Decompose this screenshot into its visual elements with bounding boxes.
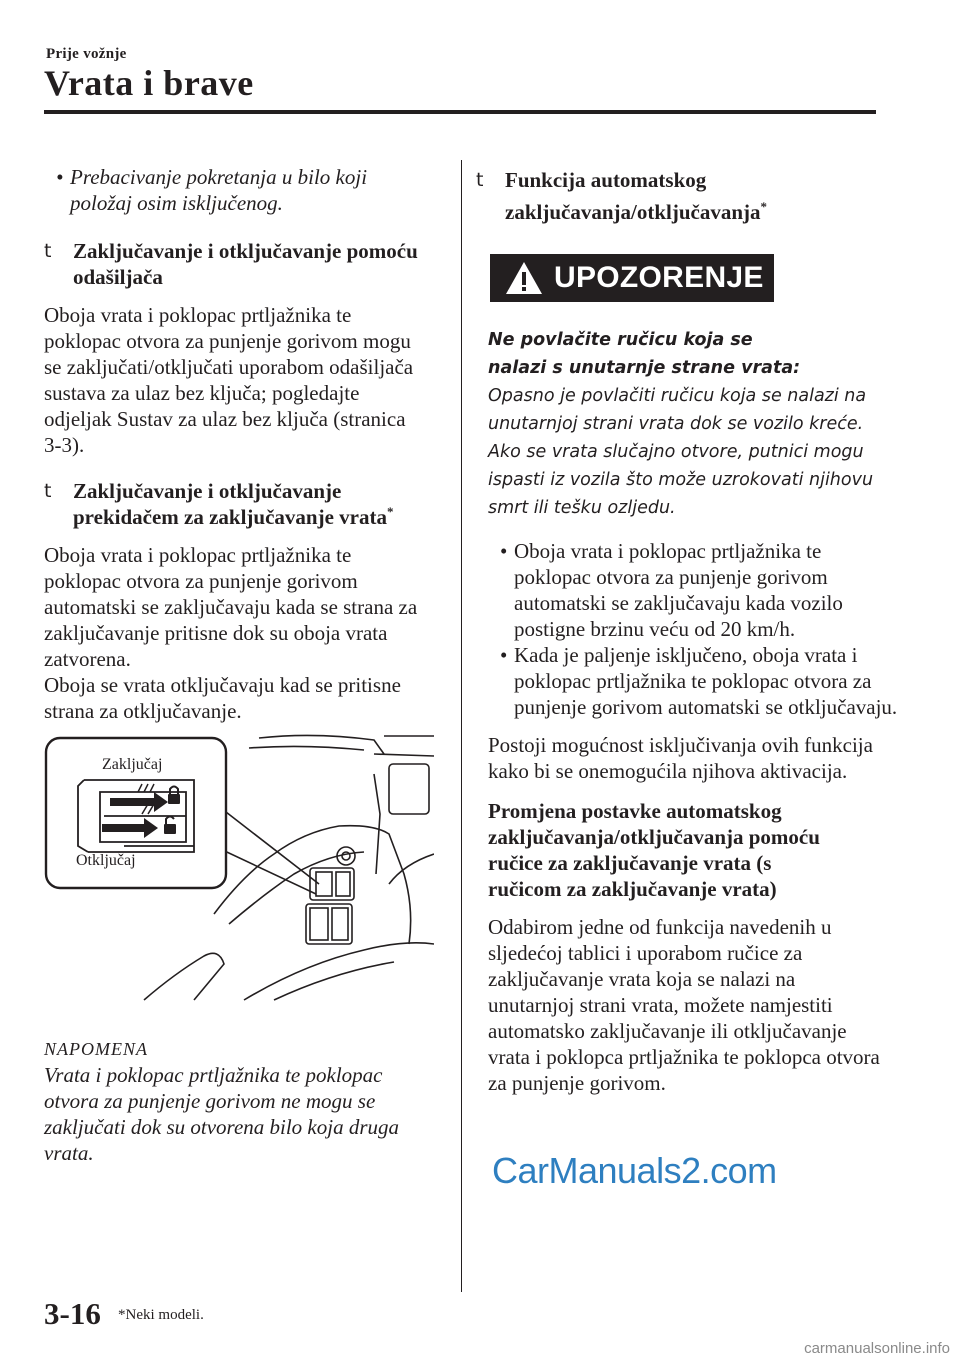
bullet-text: Oboja vrata i poklopac prtljažnika te poklopac otvora za punjenje gorivom automatski se zaključavaju kada vozilo postigne brzinu veću od 20 km/h. <box>514 539 843 641</box>
warning-banner <box>490 254 774 302</box>
heading-auto-lock <box>476 164 835 228</box>
subheading-change-setting: Promjena postavke automatskog zaključavanja/otključavanja pomoću ručice za zaključavanje vrata (s ručicom za zaključavanje vrata) <box>488 799 820 901</box>
warning-text: Opasno je povlačiti ručicu koja se nalazi na unutarnjoj strani vrata dok se vozilo kreće. Ako se vrata slučajno otvore, putnici mogu ispasti iz vozila što može uzrokovati njihovu smrt ili tešku ozljedu. <box>488 386 874 518</box>
section-label: Prije vožnje <box>46 46 127 62</box>
bullet-auto-lock <box>488 538 899 642</box>
paragraph-switch-lock: Oboja vrata i poklopac prtljažnika te poklopac otvora za punjenje gorivom automatski se zaključavaju kada se strana za zaključavanje pritisne dok su oboja vrata zatvorena. <box>44 543 418 671</box>
asterisk: * <box>760 199 768 214</box>
bullet-mark: • <box>500 539 508 563</box>
heading-text: Funkcija automatskog zaključavanja/otključavanja <box>505 168 761 224</box>
note-title: NAPOMENA <box>44 1039 148 1059</box>
watermark-logo: CarManuals2.com <box>492 1150 777 1191</box>
page-title: Vrata i brave <box>44 63 254 103</box>
paragraph-switch-unlock: Oboja se vrata otključavaju kad se pritisne strana za otključavanje. <box>44 673 401 723</box>
left-column <box>44 164 444 1166</box>
heading-text: Zaključavanje i otključavanje prekidačem za zaključavanje vrata <box>73 479 387 529</box>
warning-triangle-icon <box>504 260 544 296</box>
heading-door-lock-switch <box>44 478 444 530</box>
bullet-text: Prebacivanje pokretanja u bilo koji položaj osim isključenog. <box>70 165 368 215</box>
door-switch-illustration <box>44 734 434 1004</box>
footnote: *Neki modeli. <box>118 1307 204 1323</box>
bullet-text: Kada je paljenje isključeno, oboja vrata i poklopac prtljažnika te poklopac otvora za punjenje gorivom automatski se otključavaju. <box>514 643 898 719</box>
paragraph-change-setting: Odabirom jedne od funkcija navedenih u sljedećoj tablici i uporabom ručice za zaključavanje vrata koja se nalazi na unutarnjoj strani vrata, možete namjestiti automatsko zaključavanje ili otključavanje vrata i poklopca prtljažnika te poklopca otvora za punjenje gorivom. <box>488 915 880 1095</box>
warning-label: UPOZORENJE <box>554 261 764 294</box>
heading-transmitter <box>44 238 418 290</box>
right-column <box>476 164 898 1096</box>
heading-marker-icon: t <box>44 240 52 262</box>
asterisk: * <box>386 504 394 519</box>
bullet-auto-unlock <box>488 642 909 720</box>
bullet-continued <box>44 164 430 216</box>
label-lock: Zaključaj <box>102 756 163 773</box>
label-unlock: Otključaj <box>76 852 136 869</box>
watermark-site: carmanualsonline.info <box>804 1340 950 1357</box>
title-rule <box>44 110 876 114</box>
paragraph-transmitter: Oboja vrata i poklopac prtljažnika te poklopac otvora za punjenje gorivom mogu se zaključati/otključati uporabom odašiljača sustava za ulaz bez ključa; pogledajte odjeljak Sustav za ulaz bez ključa (stranica 3-3). <box>44 303 414 457</box>
heading-marker-icon: t <box>476 169 484 191</box>
bullet-mark: • <box>500 643 508 667</box>
page-number: 3-16 <box>44 1296 101 1331</box>
warning-heading: Ne povlačite ručicu koja se nalazi s unutarnje strane vrata: <box>488 330 801 378</box>
note-text: Vrata i poklopac prtljažnika te poklopac otvora za punjenje gorivom ne mogu se zaključati dok su otvorena bilo koja druga vrata. <box>44 1063 400 1165</box>
column-divider <box>461 160 462 1292</box>
warning-box-wrapper <box>488 254 888 302</box>
heading-marker-icon: t <box>44 480 52 502</box>
heading-text: Zaključavanje i otključavanje pomoću odašiljača <box>73 239 418 289</box>
bullet-mark: • <box>56 165 64 189</box>
paragraph-disable: Postoji mogućnost isključivanja ovih funkcija kako bi se onemogućila njihova aktivacija. <box>488 733 873 783</box>
